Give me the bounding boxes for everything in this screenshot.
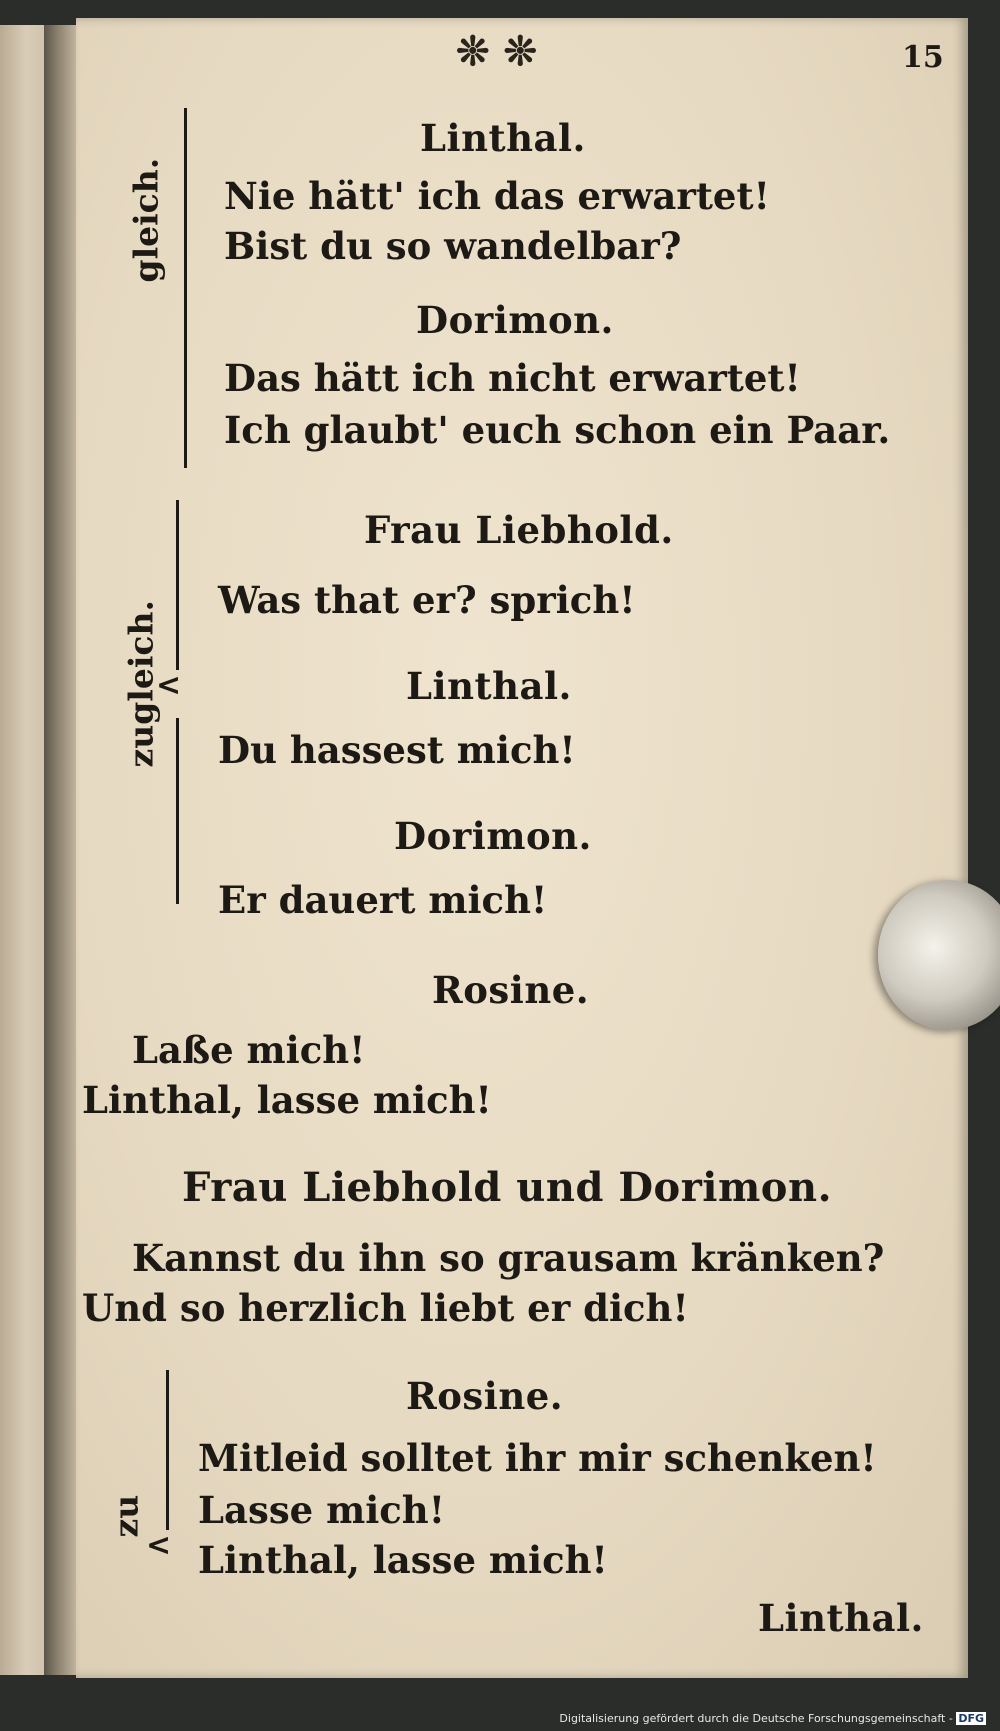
book-gutter — [44, 25, 80, 1675]
bracket-gleich — [184, 108, 187, 468]
footer-text: Digitalisierung gefördert durch die Deutsche Forschungsgemeinschaft - — [559, 1712, 953, 1725]
speaker-linthal-2: Linthal. — [406, 664, 572, 708]
bracket-point: < — [156, 668, 182, 703]
verse-line: Linthal, lasse mich! — [198, 1538, 608, 1582]
speaker-frau-liebhold: Frau Liebhold. — [364, 508, 674, 552]
speaker-linthal-1: Linthal. — [420, 116, 586, 160]
verse-line: Laße mich! — [132, 1028, 366, 1072]
side-label-gleich: gleich. — [126, 157, 166, 283]
ornament: ❊ ❊ — [456, 28, 537, 75]
speaker-frau-liebhold-und-dorimon: Frau Liebhold und Dorimon. — [182, 1164, 832, 1211]
verse-line: Kannst du ihn so grausam kränken? — [132, 1236, 885, 1280]
dfg-logo: DFG — [958, 1712, 984, 1725]
bracket-zugleich-top — [176, 500, 179, 670]
verse-line: Und so herzlich liebt er dich! — [82, 1286, 689, 1330]
verse-line: Ich glaubt' euch schon ein Paar. — [224, 408, 891, 452]
side-label-zu: zu — [106, 1494, 146, 1538]
footer-credit — [559, 1712, 986, 1725]
speaker-rosine-1: Rosine. — [432, 968, 590, 1012]
speaker-dorimon-2: Dorimon. — [394, 814, 592, 858]
verse-line: Was that er? sprich! — [218, 578, 636, 622]
bracket-point: < — [146, 1528, 172, 1563]
bracket-zugleich-bottom — [176, 718, 179, 904]
page-number: 15 — [902, 40, 944, 75]
verse-line: Linthal, lasse mich! — [82, 1078, 492, 1122]
verse-line: Lasse mich! — [198, 1488, 445, 1532]
book-page — [76, 18, 968, 1678]
bracket-zu — [166, 1370, 169, 1530]
speaker-dorimon-1: Dorimon. — [416, 298, 614, 342]
left-page-edge — [0, 25, 48, 1675]
verse-line: Das hätt ich nicht erwartet! — [224, 356, 801, 400]
speaker-rosine-2: Rosine. — [406, 1374, 564, 1418]
verse-line: Er dauert mich! — [218, 878, 548, 922]
verse-line: Nie hätt' ich das erwartet! — [224, 174, 770, 218]
side-label-zugleich: zugleich. — [121, 600, 161, 768]
verse-line: Mitleid solltet ihr mir schenken! — [198, 1436, 877, 1480]
verse-line: Bist du so wandelbar? — [224, 224, 682, 268]
verse-line: Du hassest mich! — [218, 728, 576, 772]
catchword: Linthal. — [758, 1596, 924, 1640]
